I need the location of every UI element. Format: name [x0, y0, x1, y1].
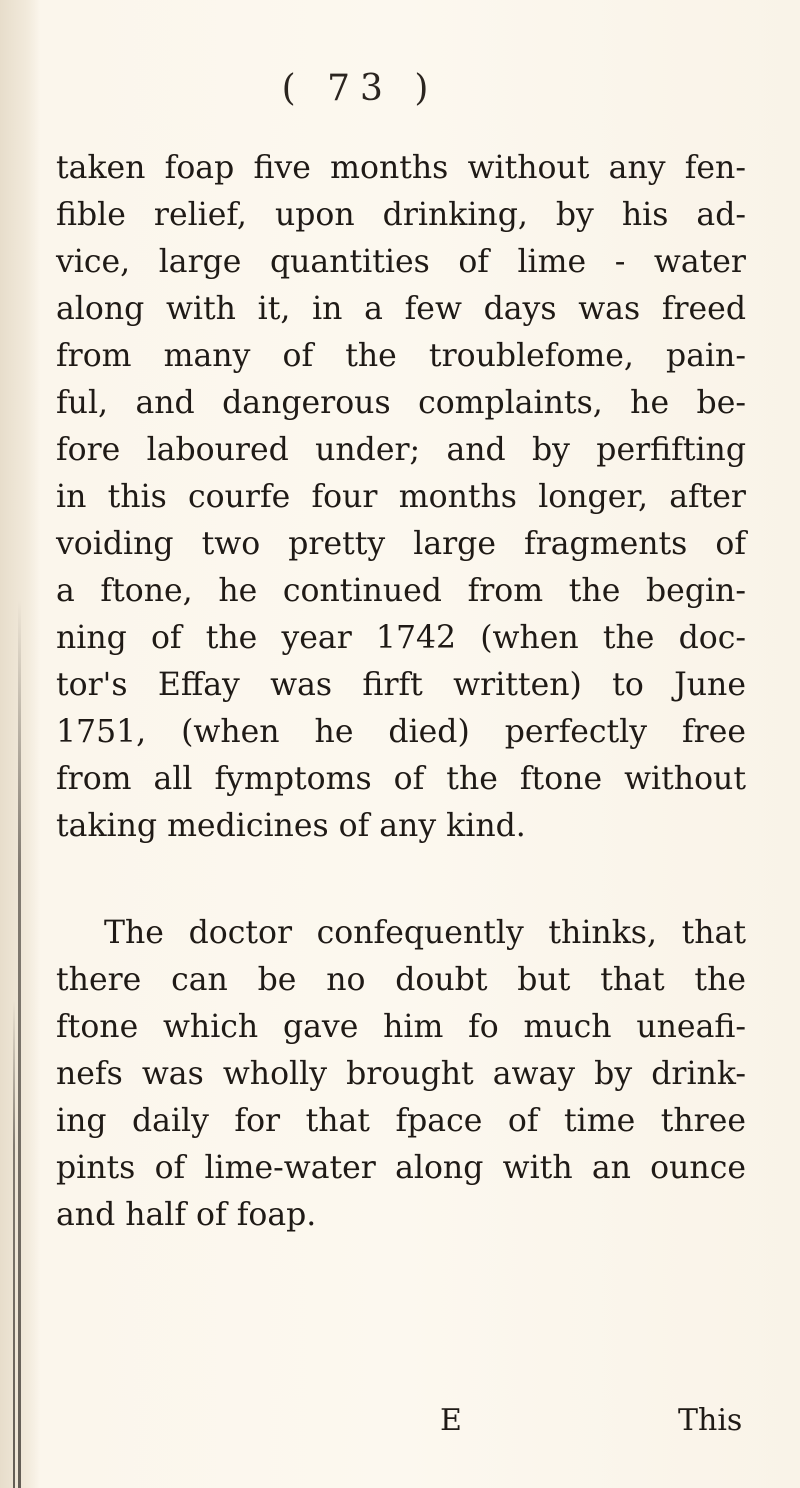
text-line: along with it, in a few days was freed — [56, 291, 746, 327]
text-line: pints of lime-water along with an ounce — [56, 1150, 746, 1186]
page-number: ( 73 ) — [281, 68, 439, 109]
gutter-edge-inner — [13, 1000, 15, 1488]
text-line: voiding two pretty large fragments of — [56, 526, 746, 562]
catchword: This — [678, 1403, 743, 1438]
text-line: The doctor confequently thinks, that — [104, 915, 746, 951]
text-line: vice, large quantities of lime - water — [56, 244, 746, 280]
text-line: a ftone, he continued from the begin- — [56, 573, 746, 609]
text-line: in this courfe four months longer, after — [56, 479, 746, 515]
text-line: 1751, (when he died) perfectly free — [56, 714, 746, 750]
text-line: ftone which gave him fo much uneafi- — [56, 1009, 746, 1045]
text-line: there can be no doubt but that the — [56, 962, 746, 998]
text-line: taking medicines of any kind. — [56, 808, 526, 844]
text-line: taken foap five months without any fen- — [56, 150, 746, 186]
text-line: ful, and dangerous complaints, he be- — [56, 385, 746, 421]
text-line: nefs was wholly brought away by drink- — [56, 1056, 746, 1092]
signature-mark: E — [440, 1403, 462, 1438]
gutter-edge — [18, 600, 21, 1488]
text-line: from many of the troublefome, pain- — [56, 338, 746, 374]
text-line: from all fymptoms of the ftone without — [56, 761, 746, 797]
text-line: and half of foap. — [56, 1197, 317, 1233]
text-line: ing daily for that fpace of time three — [56, 1103, 746, 1139]
text-line: ning of the year 1742 (when the doc- — [56, 620, 746, 656]
text-line: tor's Effay was firft written) to June — [56, 667, 746, 703]
text-line: fore laboured under; and by perfifting — [56, 432, 746, 468]
text-line: fible relief, upon drinking, by his ad- — [56, 197, 746, 233]
